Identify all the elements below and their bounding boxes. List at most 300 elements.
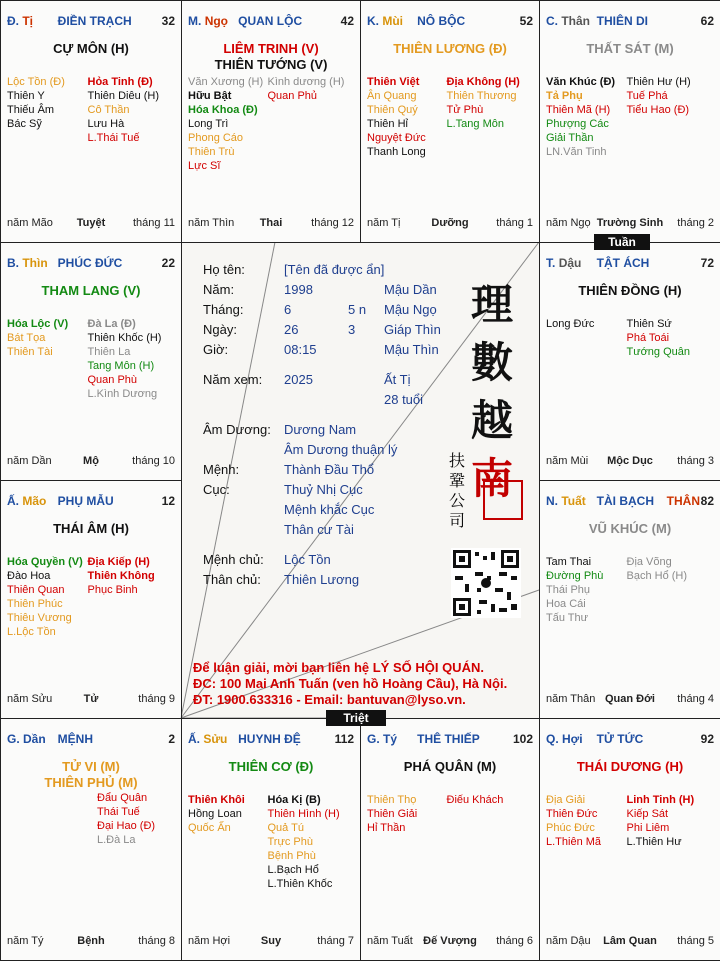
palace-month: tháng 9 [138,693,175,705]
palace-branch [188,14,228,28]
palace-can: B. [7,256,19,270]
palace-stage: Dưỡng [431,217,469,229]
star-item[interactable]: Bạch Hổ (H) [626,570,688,582]
main-star[interactable]: THÁI ÂM (H) [53,521,129,536]
name-label: Họ tên: [203,262,245,277]
star-item[interactable]: Lưu Hà [87,118,125,130]
palace-month: tháng 2 [677,217,714,229]
star-item[interactable]: Đại Hao (Đ) [97,820,156,832]
palace-name: THIÊN DI [596,14,649,28]
palace-month: tháng 11 [132,217,175,229]
star-item[interactable]: Đào Hoa [7,570,51,582]
palace-branch-name: Mão [22,494,47,508]
star-item[interactable]: Hồng Loan [188,808,242,820]
palace-year: năm Tý [7,935,44,947]
star-list-left [546,317,594,331]
palace-can: Đ. [7,14,19,28]
star-item[interactable]: Địa Kiếp (H) [87,556,150,568]
main-star[interactable]: VŨ KHÚC (M) [588,521,672,536]
palace-name: HUYNH ĐỆ [238,732,301,746]
star-item[interactable]: Hóa Quyền (V) [7,556,83,568]
star-item[interactable]: Bệnh Phù [267,850,316,862]
star-item[interactable]: Quan Phù [87,374,138,386]
star-item[interactable]: Bác Sỹ [7,118,42,130]
palace-footer [546,693,714,707]
palace-ti[interactable] [0,0,182,243]
star-item[interactable]: Lực Sĩ [188,160,221,172]
palace-branch-name: Tý [383,732,398,746]
star-item[interactable]: Hoa Cái [546,598,586,610]
star-item[interactable]: Thiên Mã (H) [546,104,611,116]
star-list-left [188,75,263,173]
star-list-right [627,317,691,359]
palace-header [7,494,175,510]
palace-month: tháng 6 [496,935,533,947]
palace-footer [7,217,175,231]
palace-year: năm Tị [367,217,401,229]
palace-header [546,14,714,30]
palace-number: 102 [512,732,533,746]
than-chu-label: Thân chủ: [203,572,261,587]
red-seal-icon [483,480,523,520]
month-value: 6 [284,302,292,317]
palace-dau[interactable] [539,242,720,481]
palace-stage: Lâm Quan [603,935,657,947]
palace-year: năm Sửu [7,693,53,705]
palace-branch [188,732,227,746]
star-item[interactable]: L.Thiên Hư [626,836,682,848]
palace-year: năm Dậu [546,935,591,947]
star-item[interactable]: Thiên Tài [7,346,53,358]
amduong-note: Âm Dương thuận lý [284,442,398,457]
star-item[interactable]: Phúc Đức [546,822,595,834]
palace-footer [7,693,175,707]
palace-month: tháng 12 [311,217,354,229]
palace-branch [7,14,33,28]
star-item[interactable]: Thiên Giải [367,808,418,820]
contact-line-2: ĐC: 100 Mai Anh Tuấn (ven hồ Hoàng Cầu), Hà Nội. [193,676,508,691]
star-item[interactable]: Thiên Hỉ [367,118,408,130]
palace-year: năm Thìn [188,217,235,229]
palace-year: năm Thân [546,693,596,705]
center-info [181,242,539,718]
main-star[interactable]: LIÊM TRINH (V) [223,41,319,56]
palace-can: C. [546,14,558,28]
star-item[interactable]: Thái Phụ [546,584,591,596]
palace-mui[interactable] [360,0,540,243]
palace-number: 42 [340,14,354,28]
palace-header [546,494,714,510]
star-item[interactable]: Hóa Khoa (Đ) [188,104,258,116]
palace-footer [546,217,714,231]
palace-stage: Tuyệt [76,217,106,229]
side-char-4: 司 [449,511,466,530]
star-item[interactable]: Ân Quang [367,90,417,102]
day-label: Ngày: [203,322,237,337]
star-item[interactable]: Quốc Ấn [188,822,231,834]
than-cu-note: Thân cư Tài [284,522,354,537]
star-item[interactable]: Thiếu Âm [7,104,55,116]
palace-stage: Thai [259,217,283,229]
star-item[interactable]: Thiên Khôi [188,794,245,806]
star-item[interactable]: Thiên Phúc [7,598,63,610]
star-item[interactable]: Kình dương (H) [267,76,345,88]
palace-can: Ấ. [188,732,200,746]
palace-header [367,14,533,30]
palace-header [188,732,354,748]
day-lunar: 3 [348,322,356,337]
star-item[interactable]: Đà La (Đ) [87,318,136,330]
palace-footer [188,217,354,231]
star-item[interactable]: Tấu Thư [546,612,589,624]
main-star[interactable]: THIÊN LƯƠNG (Đ) [393,41,507,56]
palace-can: Ấ. [7,494,19,508]
menh-value: Thành Đầu Thổ [284,462,375,477]
palace-footer [367,217,533,231]
year-label: Năm: [203,282,235,297]
palace-ty[interactable] [360,718,540,961]
star-item[interactable]: Trực Phù [267,836,313,848]
palace-footer [7,455,175,469]
star-item[interactable]: L.Thiên Mã [546,836,602,848]
star-item[interactable]: Đẩu Quân [97,792,148,804]
palace-tuat[interactable] [539,480,720,719]
palace-branch-name: Dậu [558,256,582,270]
main-star[interactable]: THÁI DƯƠNG (H) [576,759,684,774]
palace-branch [546,14,590,28]
side-char-2: 鞏 [449,471,466,490]
palace-branch [546,732,583,746]
palace-hoi[interactable] [539,718,720,961]
star-list-right [627,555,688,583]
star-item[interactable]: L.Bạch Hổ [267,864,319,876]
star-item[interactable]: L.Tang Môn [446,118,504,130]
palace-name: ĐIỀN TRẠCH [57,14,132,28]
palace-branch-name: Mùi [382,14,404,28]
star-item[interactable]: Hóa Lộc (V) [7,318,69,330]
menh-chu-label: Mệnh chủ: [203,552,264,567]
palace-can: G. [7,732,20,746]
star-list-right [268,793,340,891]
palace-mao[interactable] [0,480,182,719]
palace-stage: Bệnh [77,935,105,947]
star-item[interactable]: Thiên Diêu (H) [87,90,160,102]
star-item[interactable]: Địa Không (H) [446,76,520,88]
star-item[interactable]: L.Thái Tuế [87,132,140,144]
palace-number: 52 [519,14,533,28]
palace-stage: Trường Sinh [596,217,664,229]
main-star[interactable]: THIÊN TƯỚNG (V) [214,57,328,72]
main-star[interactable]: TỬ VI (M) [62,759,120,774]
palace-name: MỆNH [57,732,94,746]
palace-branch-name: Sửu [203,732,228,746]
star-list-right [447,793,504,807]
star-item[interactable]: Địa Võng [626,556,672,568]
palace-footer [367,935,533,949]
amduong-label: Âm Dương: [203,422,271,437]
qr-code-icon [451,548,521,618]
palace-footer [546,455,714,469]
palace-branch [7,732,46,746]
star-item[interactable]: Nguyệt Đức [367,132,426,144]
star-list-left [546,793,601,849]
palace-number: 62 [700,14,714,28]
star-item[interactable]: Thanh Long [367,146,426,158]
star-item[interactable]: Văn Khúc (Đ) [546,76,616,88]
star-item[interactable]: Thiên Khốc (H) [87,332,162,344]
palace-can: M. [188,14,202,28]
view-year-label: Năm xem: [203,372,263,387]
palace-year: năm Mão [7,217,53,229]
star-item[interactable]: Giải Thần [546,132,594,144]
palace-suu[interactable] [181,718,361,961]
star-list-right [447,75,520,131]
palace-number: 32 [161,14,175,28]
hour-canchi: Mậu Thìn [384,342,439,357]
palace-can: T. [546,256,556,270]
palace-dan[interactable] [0,718,182,961]
palace-header [188,14,354,30]
star-item[interactable]: Hữu Bật [188,90,232,102]
palace-name: THÊ THIẾP [417,732,480,746]
palace-number: 92 [700,732,714,746]
palace-name: PHÚC ĐỨC [57,256,123,270]
star-item[interactable]: Kiếp Sát [626,808,669,820]
view-year-canchi: Ất Tị [384,372,411,387]
palace-branch-name: Hợi [562,732,583,746]
than-marker: THÂN [666,494,700,508]
star-item[interactable]: Bát Tọa [7,332,46,344]
palace-branch [7,494,46,508]
palace-name: TẬT ÁCH [596,256,650,270]
hour-label: Giờ: [203,342,229,357]
palace-header [7,732,175,748]
callig-char-2: 數 [471,338,514,387]
star-list-right [627,75,691,117]
palace-header [7,14,175,30]
palace-number: 112 [334,732,354,746]
side-char-3: 公 [449,491,466,510]
star-item[interactable]: LN.Văn Tinh [546,146,607,158]
star-item[interactable]: Tang Môn (H) [87,360,155,372]
star-item[interactable]: L.Kình Dương [87,388,158,400]
star-item[interactable]: Tam Thai [546,556,592,568]
star-list-right [88,75,160,145]
palace-stage: Suy [260,935,282,947]
main-star[interactable]: THẤT SÁT (M) [586,41,674,56]
palace-branch [367,732,397,746]
palace-year: năm Dần [7,455,52,467]
menh-label: Mệnh: [203,462,240,477]
palace-month: tháng 5 [677,935,714,947]
main-star[interactable]: THIÊN CƠ (Đ) [228,759,314,774]
palace-name: NÔ BỘC [417,14,466,28]
palace-header [367,732,533,748]
palace-branch [546,494,586,508]
cuc-note: Mệnh khắc Cục [284,502,375,517]
star-item[interactable]: Tử Phù [446,104,484,116]
star-item[interactable]: Thiên Trù [188,146,235,158]
palace-header [7,256,175,272]
tuan-tag: Tuần [594,234,650,250]
side-char-1: 扶 [449,451,466,470]
star-item[interactable]: Linh Tinh (H) [626,794,695,806]
palace-stage: Mộ [83,455,99,467]
palace-month: tháng 10 [132,455,175,467]
star-list-right [268,75,345,103]
view-year-value: 2025 [284,372,313,387]
month-lunar: 5 n [348,302,367,317]
star-list-left [546,555,603,625]
palace-header [546,256,714,272]
star-item[interactable]: Long Đức [546,318,595,330]
menh-chu-value: Lộc Tồn [284,552,331,567]
palace-ngo[interactable] [181,0,361,243]
cuc-label: Cục: [203,482,230,497]
star-item[interactable]: Thiêu Vương [7,612,72,624]
palace-can: N. [546,494,558,508]
than-chu-value: Thiên Lương [284,572,360,587]
star-item[interactable]: Thái Tuế [97,806,140,818]
star-item[interactable]: Phi Liêm [626,822,670,834]
star-item[interactable]: Tuế Phá [626,90,668,102]
palace-branch-name: Thìn [22,256,48,270]
year-value: 1998 [284,282,313,297]
palace-number: 2 [168,732,175,746]
main-star[interactable]: THIÊN ĐỒNG (H) [578,283,682,298]
palace-branch [367,14,403,28]
contact-line-3[interactable]: ĐT: 1900.633316 - Email: bantuvan@lyso.vn. [193,692,466,707]
palace-name: TỬ TỨC [596,732,644,746]
star-item[interactable]: Phục Binh [87,584,138,596]
star-item[interactable]: Địa Giải [546,794,586,806]
palace-can: G. [367,732,380,746]
day-canchi: Giáp Thìn [384,322,441,337]
palace-number: 82 [700,494,714,508]
palace-number: 22 [161,256,175,270]
star-item[interactable]: Tiểu Hao (Đ) [626,104,690,116]
star-list-left [367,75,426,159]
star-item[interactable]: Thiên Quý [367,104,418,116]
star-item[interactable]: Long Trì [188,118,229,130]
star-item[interactable]: Thiên Không [87,570,155,582]
palace-stage: Tử [83,693,99,705]
palace-branch-name: Thân [561,14,591,28]
star-item[interactable]: L.Lộc Tồn [7,626,56,638]
star-item[interactable]: Phượng Các [546,118,609,130]
palace-month: tháng 1 [496,217,533,229]
star-item[interactable]: Thiên Thương [446,90,517,102]
star-item[interactable]: Lộc Tồn (Đ) [7,76,65,88]
main-star[interactable]: THIÊN PHỦ (M) [44,775,138,790]
star-item[interactable]: Thiên Hình (H) [267,808,340,820]
amduong-value: Dương Nam [284,422,357,437]
palace-name: TÀI BẠCH [596,494,654,508]
star-item[interactable]: Thiên Y [7,90,45,102]
star-item[interactable]: Thiên Hư (H) [626,76,691,88]
palace-branch [546,256,581,270]
star-item[interactable]: Thiên Sứ [626,318,672,330]
age-value: 28 tuổi [384,392,424,407]
palace-than[interactable] [539,0,720,243]
palace-year: năm Ngọ [546,217,591,229]
star-item[interactable]: Hỉ Thần [367,822,406,834]
star-list-right [88,317,162,401]
palace-branch [7,256,48,270]
star-item[interactable]: Cô Thần [87,104,130,116]
palace-stage: Mộc Dục [607,455,653,467]
main-star[interactable]: PHÁ QUÂN (M) [403,759,497,774]
palace-branch-name: Tuất [561,494,586,508]
star-item[interactable]: Văn Xương (H) [188,76,264,88]
palace-branch-name: Dần [23,732,46,746]
star-item[interactable]: Hóa Kị (B) [267,794,321,806]
palace-name: QUAN LỘC [238,14,303,28]
star-item[interactable]: Quan Phủ [267,90,318,102]
star-item[interactable]: Quả Tú [267,822,304,834]
star-list-right [88,555,155,597]
palace-month: tháng 3 [677,455,714,467]
star-item[interactable]: L.Đà La [97,834,136,846]
star-item[interactable]: Tướng Quân [626,346,690,358]
star-list-left [7,75,65,131]
star-item[interactable]: Thiên Thọ [367,794,417,806]
month-label: Tháng: [203,302,244,317]
hour-value: 08:15 [284,342,317,357]
palace-footer [546,935,714,949]
palace-branch-name: Tị [22,14,34,28]
contact-line-1: Để luận giải, mời bạn liên hệ LÝ SỐ HỘI QUÁN. [193,660,484,675]
star-item[interactable]: L.Thiên Khốc [267,878,333,890]
star-item[interactable]: Tả Phụ [546,90,583,102]
star-item[interactable]: Thiên La [87,346,131,358]
palace-header [546,732,714,748]
star-item[interactable]: Thiên Đức [546,808,598,820]
palace-number: 12 [161,494,175,508]
star-list-right [97,791,155,847]
month-canchi: Mậu Ngọ [384,302,437,317]
star-item[interactable]: Thiên Việt [367,76,420,88]
palace-stage: Quan Đới [605,693,655,705]
day-value: 26 [284,322,299,337]
star-list-left [188,793,245,835]
palace-can: Q. [546,732,559,746]
star-item[interactable]: Đường Phù [546,570,604,582]
callig-char-4: 南 [471,454,514,503]
palace-name: PHỤ MẪU [57,494,114,508]
star-list-left [546,75,615,159]
star-item[interactable]: Điếu Khách [446,794,504,806]
callig-char-3: 越 [471,396,514,445]
star-list-left [7,317,68,359]
palace-month: tháng 4 [677,693,714,705]
palace-month: tháng 7 [317,935,354,947]
star-item[interactable]: Hỏa Tinh (Đ) [87,76,153,88]
main-star[interactable]: CỰ MÔN (H) [53,41,129,56]
cuc-value: Thuỷ Nhị Cục [284,482,363,497]
main-star[interactable]: THAM LANG (V) [41,283,141,298]
star-item[interactable]: Phong Cáo [188,132,244,144]
palace-can: K. [367,14,379,28]
palace-branch-name: Ngọ [204,14,229,28]
palace-thin[interactable] [0,242,182,481]
star-list-left [7,555,83,639]
year-canchi: Mậu Dần [384,282,437,297]
star-item[interactable]: Phá Toái [626,332,670,344]
star-item[interactable]: Thiên Quan [7,584,65,596]
palace-month: tháng 8 [138,935,175,947]
triet-tag: Triệt [326,710,386,726]
